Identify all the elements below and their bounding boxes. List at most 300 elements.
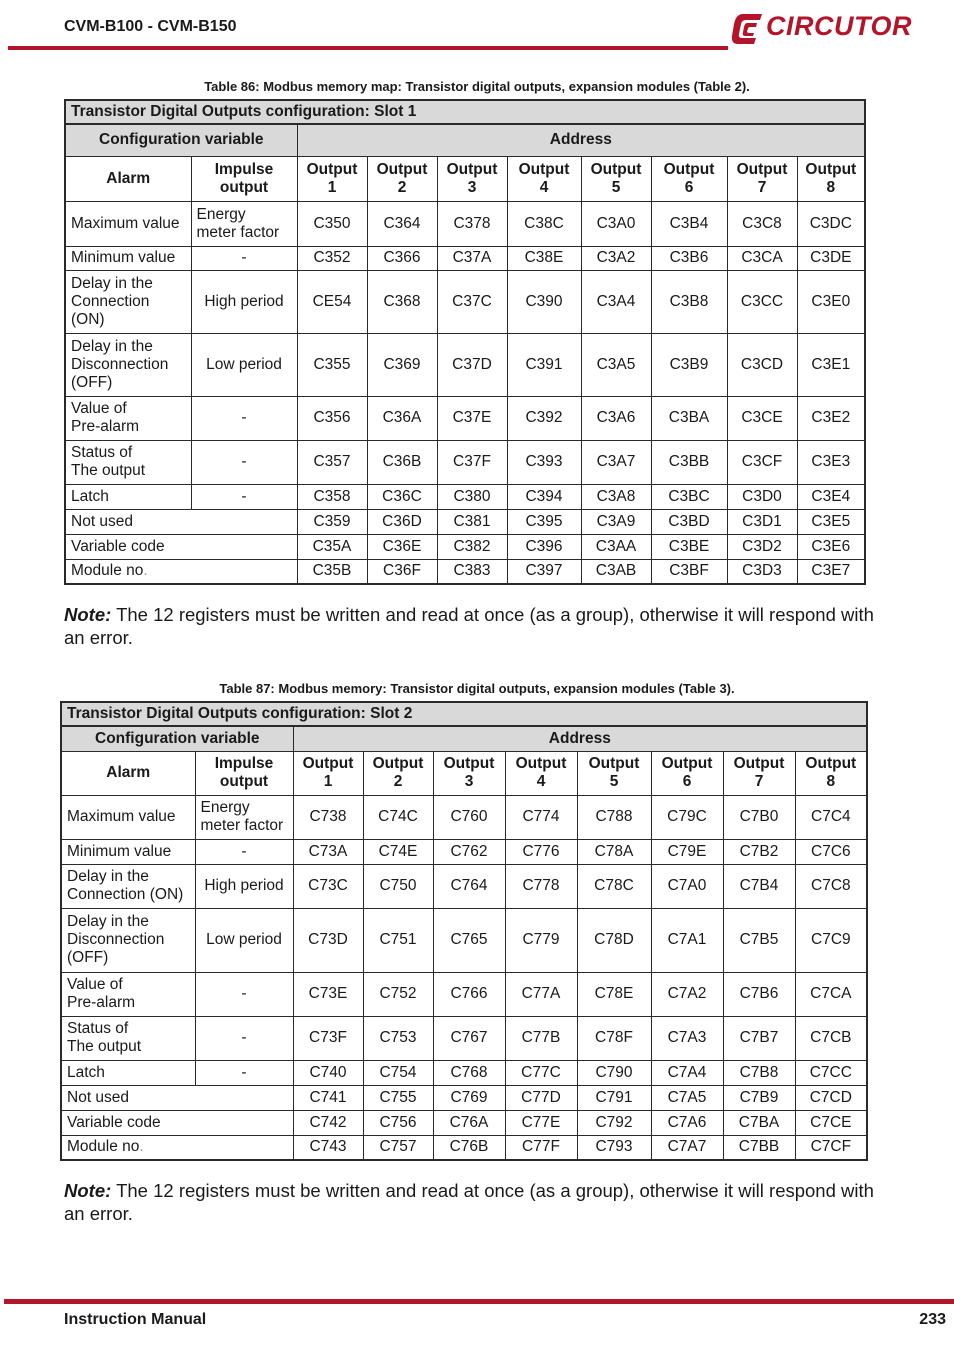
address-cell: C3CE <box>727 396 797 440</box>
impulse-cell <box>191 201 297 246</box>
address-cell: C38E <box>507 246 581 270</box>
cell-text-line: - <box>241 453 247 470</box>
table-row <box>65 246 865 270</box>
address-cell: C778 <box>505 864 577 908</box>
column-header-row <box>65 156 865 201</box>
output-header-5 <box>581 156 651 201</box>
cell-text-line: - <box>241 842 247 860</box>
address-cell: C3AB <box>581 559 651 584</box>
cell-text-line: 6 <box>682 773 692 790</box>
address-cell: C3D1 <box>727 509 797 534</box>
output-header-2 <box>363 751 433 795</box>
output-header-2 <box>367 156 437 201</box>
config-variable-header: Configuration variable <box>61 726 293 751</box>
address-cell: C7BB <box>723 1135 795 1160</box>
address-cell: C35A <box>297 534 367 559</box>
cell-text-line: High period <box>204 292 284 310</box>
address-cell: C743 <box>293 1135 363 1160</box>
address-cell: C791 <box>577 1085 651 1110</box>
address-cell: C76B <box>433 1135 505 1160</box>
cell-text-line: 3 <box>464 773 474 790</box>
output-header-7 <box>723 751 795 795</box>
address-cell: C751 <box>363 908 433 972</box>
output-header-6 <box>651 751 723 795</box>
address-cell: C7A6 <box>651 1110 723 1135</box>
address-cell: C3C8 <box>727 201 797 246</box>
address-cell: CE54 <box>297 270 367 333</box>
circutor-logo-icon <box>730 8 766 48</box>
address-header: Address <box>297 124 865 156</box>
impulse-cell <box>191 484 297 509</box>
address-cell: C395 <box>507 509 581 534</box>
address-cell: C383 <box>437 559 507 584</box>
note-label: Note: <box>64 604 112 625</box>
address-cell: C767 <box>433 1016 505 1060</box>
cell-text-line: Output <box>518 160 570 178</box>
impulse-cell <box>195 864 293 908</box>
address-cell: C7CC <box>795 1060 867 1085</box>
column-header-row <box>61 751 867 795</box>
address-cell: C3E1 <box>797 333 865 396</box>
cell-text-line: Disconnection <box>67 931 165 948</box>
address-header: Address <box>293 726 867 751</box>
address-cell: C3E0 <box>797 270 865 333</box>
address-cell: C762 <box>433 839 505 864</box>
cell-text-line: Connection (ON) <box>67 886 184 903</box>
cell-text-line: 8 <box>826 178 836 196</box>
table-row <box>61 972 867 1016</box>
address-cell: C77D <box>505 1085 577 1110</box>
cell-text-line: Delay in the <box>67 913 149 930</box>
address-cell: C768 <box>433 1060 505 1085</box>
alarm-cell <box>61 908 195 972</box>
address-cell: C78E <box>577 972 651 1016</box>
address-cell: C7CE <box>795 1110 867 1135</box>
address-cell: C3B8 <box>651 270 727 333</box>
address-cell: C7A4 <box>651 1060 723 1085</box>
address-cell: C3E2 <box>797 396 865 440</box>
address-cell: C393 <box>507 440 581 484</box>
impulse-cell <box>191 333 297 396</box>
address-cell: C754 <box>363 1060 433 1085</box>
impulse-cell <box>195 1060 293 1085</box>
cell-text-line: Maximum value <box>71 214 180 232</box>
impulse-cell <box>191 440 297 484</box>
alarm-cell <box>61 1016 195 1060</box>
cell-text-line: Output <box>805 755 857 772</box>
cell-text-line: 8 <box>826 773 836 790</box>
cell-text-line: meter factor <box>196 223 280 241</box>
output-header-1 <box>297 156 367 201</box>
impulse-cell <box>195 908 293 972</box>
table-caption: Table 86: Modbus memory map: Transistor digital outputs, expansion modules (Table 2). <box>204 79 750 94</box>
cell-text-line: High period <box>204 877 284 894</box>
address-cell: C364 <box>367 201 437 246</box>
cell-text-line: 3 <box>467 178 477 196</box>
cell-text-line: Value of <box>71 400 127 417</box>
address-cell: C793 <box>577 1135 651 1160</box>
address-cell: C73C <box>293 864 363 908</box>
impulse-output-header <box>195 751 293 795</box>
address-cell: C3BD <box>651 509 727 534</box>
address-cell: C757 <box>363 1135 433 1160</box>
table-caption: Table 87: Modbus memory: Transistor digital outputs, expansion modules (Table 3). <box>219 681 735 696</box>
output-header-4 <box>507 156 581 201</box>
address-cell: C359 <box>297 509 367 534</box>
cell-text-line: Impulse <box>214 755 274 772</box>
table-row <box>61 1085 867 1110</box>
address-cell: C7B4 <box>723 864 795 908</box>
address-cell: C3A2 <box>581 246 651 270</box>
address-cell: C358 <box>297 484 367 509</box>
cell-text: Not used <box>67 1088 130 1106</box>
address-cell: C79E <box>651 839 723 864</box>
variable-label-cell <box>65 534 297 559</box>
address-cell: C392 <box>507 396 581 440</box>
cell-text-line: (OFF) <box>71 373 113 391</box>
address-cell: C36C <box>367 484 437 509</box>
cell-text-line: Output <box>302 755 354 772</box>
cell-text-line: 7 <box>754 773 764 790</box>
address-cell: C79C <box>651 795 723 839</box>
address-cell: C390 <box>507 270 581 333</box>
address-cell: C7C9 <box>795 908 867 972</box>
address-cell: C78F <box>577 1016 651 1060</box>
address-cell: C78A <box>577 839 651 864</box>
document-title: CVM-B100 - CVM-B150 <box>64 18 237 35</box>
output-header-8 <box>797 156 865 201</box>
address-cell: C3A6 <box>581 396 651 440</box>
address-cell: C78C <box>577 864 651 908</box>
cell-text-line: output <box>219 773 269 790</box>
cell-text-line: 2 <box>397 178 407 196</box>
cell-text-line: 5 <box>609 773 619 790</box>
address-cell: C742 <box>293 1110 363 1135</box>
output-header-6 <box>651 156 727 201</box>
cell-text-line: Output <box>443 755 495 772</box>
alarm-cell <box>65 440 191 484</box>
header-rule <box>8 46 728 50</box>
address-cell: C381 <box>437 509 507 534</box>
address-cell: C3BB <box>651 440 727 484</box>
cell-text-line: Output <box>446 160 498 178</box>
address-cell: C378 <box>437 201 507 246</box>
cell-text-line: Delay in the <box>71 337 153 355</box>
address-cell: C7A1 <box>651 908 723 972</box>
address-cell: C38C <box>507 201 581 246</box>
address-cell: C3AA <box>581 534 651 559</box>
logo-text: CIRCUTOR <box>766 11 913 41</box>
address-cell: C73D <box>293 908 363 972</box>
table-row <box>61 795 867 839</box>
config-header-row <box>61 726 867 751</box>
alarm-cell <box>65 484 191 509</box>
table-row <box>61 908 867 972</box>
variable-label-cell <box>65 559 297 584</box>
cell-text-line: Value of <box>67 976 123 993</box>
cell-text-line: 4 <box>539 178 549 196</box>
address-cell: C765 <box>433 908 505 972</box>
address-cell: C397 <box>507 559 581 584</box>
cell-text-line: Delay in the <box>71 274 153 292</box>
cell-text-suffix: . <box>143 562 148 580</box>
address-cell: C750 <box>363 864 433 908</box>
address-cell: C3D3 <box>727 559 797 584</box>
address-cell: C77C <box>505 1060 577 1085</box>
impulse-cell <box>191 396 297 440</box>
output-header-1 <box>293 751 363 795</box>
cell-text-line: Impulse <box>214 160 274 178</box>
address-cell: C753 <box>363 1016 433 1060</box>
address-cell: C7CA <box>795 972 867 1016</box>
output-header-4 <box>505 751 577 795</box>
address-cell: C3B4 <box>651 201 727 246</box>
alarm-cell <box>61 864 195 908</box>
address-cell: C7B8 <box>723 1060 795 1085</box>
address-cell: C7A5 <box>651 1085 723 1110</box>
cell-text-line: Output <box>372 755 424 772</box>
address-cell: C77F <box>505 1135 577 1160</box>
table-row <box>65 559 865 584</box>
cell-text-line: - <box>241 487 247 505</box>
address-cell: C3A9 <box>581 509 651 534</box>
address-cell: C3A0 <box>581 201 651 246</box>
note-paragraph <box>64 603 874 649</box>
address-cell: C369 <box>367 333 437 396</box>
address-cell: C766 <box>433 972 505 1016</box>
address-cell: C3BF <box>651 559 727 584</box>
address-cell: C756 <box>363 1110 433 1135</box>
address-cell: C779 <box>505 908 577 972</box>
output-header-3 <box>433 751 505 795</box>
cell-text: Module no <box>71 562 144 580</box>
address-cell: C3E6 <box>797 534 865 559</box>
alarm-cell <box>65 333 191 396</box>
config-header-row <box>65 124 865 156</box>
cell-text-line: Output <box>588 755 640 772</box>
cell-text-line: 6 <box>684 178 694 196</box>
cell-text-line: Output <box>663 160 715 178</box>
address-cell: C3E5 <box>797 509 865 534</box>
alarm-cell <box>65 270 191 333</box>
address-cell: C36F <box>367 559 437 584</box>
cell-text-line: 4 <box>536 773 546 790</box>
address-cell: C7C4 <box>795 795 867 839</box>
note-paragraph <box>64 1179 874 1225</box>
address-cell: C37F <box>437 440 507 484</box>
cell-text-line: - <box>241 1029 247 1046</box>
impulse-cell <box>195 839 293 864</box>
address-cell: C36E <box>367 534 437 559</box>
address-cell: C380 <box>437 484 507 509</box>
address-cell: C3A5 <box>581 333 651 396</box>
table-row <box>61 864 867 908</box>
address-cell: C3A4 <box>581 270 651 333</box>
address-cell: C3E7 <box>797 559 865 584</box>
cell-text: Variable code <box>71 537 165 555</box>
alarm-cell <box>65 246 191 270</box>
cell-text-line: 1 <box>323 773 333 790</box>
config-variable-header: Configuration variable <box>65 124 297 156</box>
alarm-cell <box>61 839 195 864</box>
address-cell: C77E <box>505 1110 577 1135</box>
cell-text-line: output <box>219 178 269 196</box>
note-text: The 12 registers must be written and read at once (as a group), otherwise it will respond with an error. <box>64 1180 874 1224</box>
cell-text-line: - <box>241 985 247 1002</box>
table-title-row <box>65 100 865 124</box>
table-title: Transistor Digital Outputs configuration: Slot 2 <box>61 702 867 726</box>
address-cell: C792 <box>577 1110 651 1135</box>
address-cell: C3A8 <box>581 484 651 509</box>
cell-text-line: Output <box>306 160 358 178</box>
table-row <box>65 509 865 534</box>
address-cell: C7A3 <box>651 1016 723 1060</box>
cell-text-line: Output <box>733 755 785 772</box>
address-cell: C396 <box>507 534 581 559</box>
table-row <box>61 839 867 864</box>
alarm-header: Alarm <box>61 751 195 795</box>
address-cell: C7C6 <box>795 839 867 864</box>
variable-label-cell <box>61 1110 293 1135</box>
cell-text-line: Low period <box>206 355 282 373</box>
table-row <box>61 1060 867 1085</box>
note-label: Note: <box>64 1180 112 1201</box>
table-row <box>65 270 865 333</box>
address-cell: C3B6 <box>651 246 727 270</box>
output-header-3 <box>437 156 507 201</box>
address-cell: C3CF <box>727 440 797 484</box>
address-cell: C391 <box>507 333 581 396</box>
address-cell: C776 <box>505 839 577 864</box>
cell-text-line: Energy <box>196 205 246 223</box>
address-cell: C36A <box>367 396 437 440</box>
cell-text-line: - <box>241 409 247 426</box>
footer-manual-label: Instruction Manual <box>64 1311 207 1328</box>
cell-text-line: Pre-alarm <box>67 994 136 1011</box>
address-cell: C7A2 <box>651 972 723 1016</box>
cell-text-line: Connection <box>71 292 150 310</box>
address-cell: C7C8 <box>795 864 867 908</box>
address-cell: C7CD <box>795 1085 867 1110</box>
address-cell: C764 <box>433 864 505 908</box>
cell-text-line: 2 <box>393 773 403 790</box>
address-cell: C741 <box>293 1085 363 1110</box>
alarm-cell <box>65 201 191 246</box>
address-cell: C3DC <box>797 201 865 246</box>
cell-text-line: Status of <box>67 1020 129 1037</box>
address-cell: C357 <box>297 440 367 484</box>
address-cell: C35B <box>297 559 367 584</box>
address-cell: C774 <box>505 795 577 839</box>
variable-label-cell <box>65 509 297 534</box>
cell-text-line: Output <box>805 160 857 178</box>
address-cell: C382 <box>437 534 507 559</box>
note-text: The 12 registers must be written and read at once (as a group), otherwise it will respond with an error. <box>64 604 874 648</box>
address-cell: C7B6 <box>723 972 795 1016</box>
impulse-cell <box>195 1016 293 1060</box>
impulse-cell <box>195 795 293 839</box>
address-cell: C366 <box>367 246 437 270</box>
table-title-row <box>61 702 867 726</box>
address-cell: C73A <box>293 839 363 864</box>
table-row <box>65 333 865 396</box>
cell-text: Module no <box>67 1138 140 1156</box>
address-cell: C355 <box>297 333 367 396</box>
cell-text-line: 7 <box>757 178 767 196</box>
circutor-logo <box>728 8 913 48</box>
address-cell: C77A <box>505 972 577 1016</box>
address-cell: C352 <box>297 246 367 270</box>
table-row <box>65 201 865 246</box>
address-cell: C78D <box>577 908 651 972</box>
address-cell: C36B <box>367 440 437 484</box>
address-cell: C77B <box>505 1016 577 1060</box>
address-cell: C76A <box>433 1110 505 1135</box>
address-cell: C3D0 <box>727 484 797 509</box>
cell-text-line: The output <box>67 1038 142 1055</box>
address-cell: C74C <box>363 795 433 839</box>
table-row <box>61 1110 867 1135</box>
cell-text-line: Output <box>736 160 788 178</box>
cell-text-line: Output <box>661 755 713 772</box>
address-cell: C752 <box>363 972 433 1016</box>
cell-text-line: Output <box>376 160 428 178</box>
cell-text: Variable code <box>67 1113 161 1131</box>
cell-text-suffix: . <box>139 1138 144 1156</box>
variable-label-cell <box>61 1135 293 1160</box>
cell-text-line: - <box>241 1063 247 1081</box>
impulse-cell <box>195 972 293 1016</box>
address-cell: C356 <box>297 396 367 440</box>
alarm-cell <box>61 972 195 1016</box>
address-cell: C740 <box>293 1060 363 1085</box>
alarm-cell <box>61 1060 195 1085</box>
table-row <box>65 396 865 440</box>
address-cell: C3E3 <box>797 440 865 484</box>
address-cell: C788 <box>577 795 651 839</box>
address-cell: C3E4 <box>797 484 865 509</box>
address-cell: C7B9 <box>723 1085 795 1110</box>
address-cell: C36D <box>367 509 437 534</box>
cell-text-line: Delay in the <box>67 868 149 885</box>
table-row <box>65 484 865 509</box>
cell-text-line: Output <box>515 755 567 772</box>
address-cell: C7B7 <box>723 1016 795 1060</box>
cell-text-line: Latch <box>71 487 109 505</box>
table-row <box>65 534 865 559</box>
modbus-table-slot-2 <box>60 701 868 1161</box>
address-cell: C37A <box>437 246 507 270</box>
address-cell: C3BE <box>651 534 727 559</box>
address-cell: C7CF <box>795 1135 867 1160</box>
address-cell: C7CB <box>795 1016 867 1060</box>
cell-text: Not used <box>71 512 134 530</box>
cell-text-line: Output <box>590 160 642 178</box>
address-cell: C3B9 <box>651 333 727 396</box>
footer-rule <box>4 1299 954 1304</box>
address-cell: C738 <box>293 795 363 839</box>
address-cell: C7B2 <box>723 839 795 864</box>
modbus-table-slot-1 <box>64 99 866 585</box>
address-cell: C3CA <box>727 246 797 270</box>
cell-text-line: (ON) <box>71 310 105 328</box>
cell-text-line: Low period <box>206 931 282 948</box>
output-header-5 <box>577 751 651 795</box>
address-cell: C3BC <box>651 484 727 509</box>
alarm-header: Alarm <box>65 156 191 201</box>
impulse-cell <box>191 270 297 333</box>
address-cell: C73E <box>293 972 363 1016</box>
